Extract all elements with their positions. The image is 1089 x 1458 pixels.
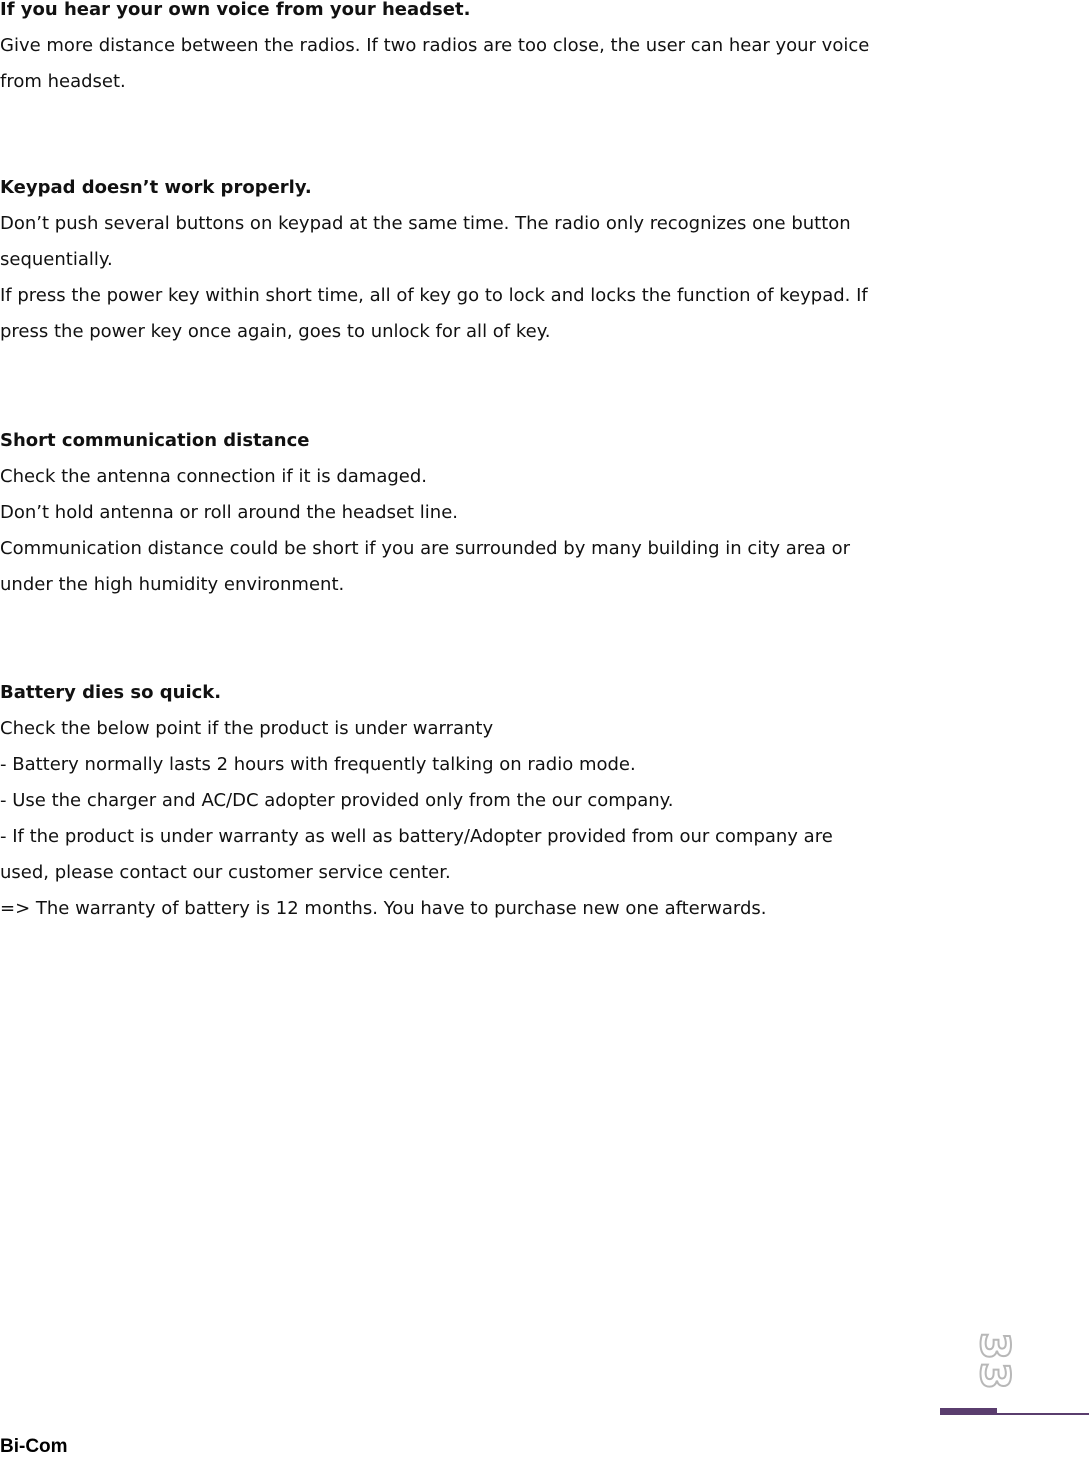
paragraph-line: - If the product is under warranty as well as battery/Adopter provided from our company are (0, 826, 833, 847)
section-heading: Battery dies so quick. (0, 682, 222, 703)
section-heading: Short communication distance (0, 430, 310, 451)
paragraph-line: Don’t push several buttons on keypad at the same time. The radio only recognizes one button (0, 213, 851, 234)
paragraph-line: from headset. (0, 71, 126, 92)
section-heading: If you hear your own voice from your headset. (0, 0, 471, 20)
section-heading: Keypad doesn’t work properly. (0, 177, 312, 198)
paragraph-line: press the power key once again, goes to unlock for all of key. (0, 321, 551, 342)
section-battery (0, 675, 940, 927)
page-number-text: 33 (971, 1332, 1018, 1392)
section-headset-voice (0, 0, 940, 100)
section-keypad (0, 170, 940, 350)
paragraph-line: Check the below point if the product is under warranty (0, 718, 494, 739)
footer-rule (997, 1413, 1089, 1415)
paragraph-line: under the high humidity environment. (0, 574, 345, 595)
paragraph-line: If press the power key within short time, all of key go to lock and locks the function of keypad. If (0, 285, 868, 306)
paragraph-line: - Battery normally lasts 2 hours with frequently talking on radio mode. (0, 754, 636, 775)
paragraph-line: Give more distance between the radios. If two radios are too close, the user can hear your voice (0, 35, 870, 56)
paragraph-line: Communication distance could be short if you are surrounded by many building in city area or (0, 538, 850, 559)
paragraph-line: Check the antenna connection if it is damaged. (0, 466, 427, 487)
brand-name: Bi-Com (0, 1436, 68, 1457)
footer-accent-bar (940, 1408, 997, 1415)
paragraph-line: => The warranty of battery is 12 months. You have to purchase new one afterwards. (0, 898, 767, 919)
paragraph-line: sequentially. (0, 249, 113, 270)
page-number (967, 1332, 1021, 1392)
paragraph-line: Don’t hold antenna or roll around the headset line. (0, 502, 459, 523)
section-communication-distance (0, 423, 940, 603)
paragraph-line: used, please contact our customer service center. (0, 862, 451, 883)
paragraph-line: - Use the charger and AC/DC adopter provided only from the our company. (0, 790, 674, 811)
